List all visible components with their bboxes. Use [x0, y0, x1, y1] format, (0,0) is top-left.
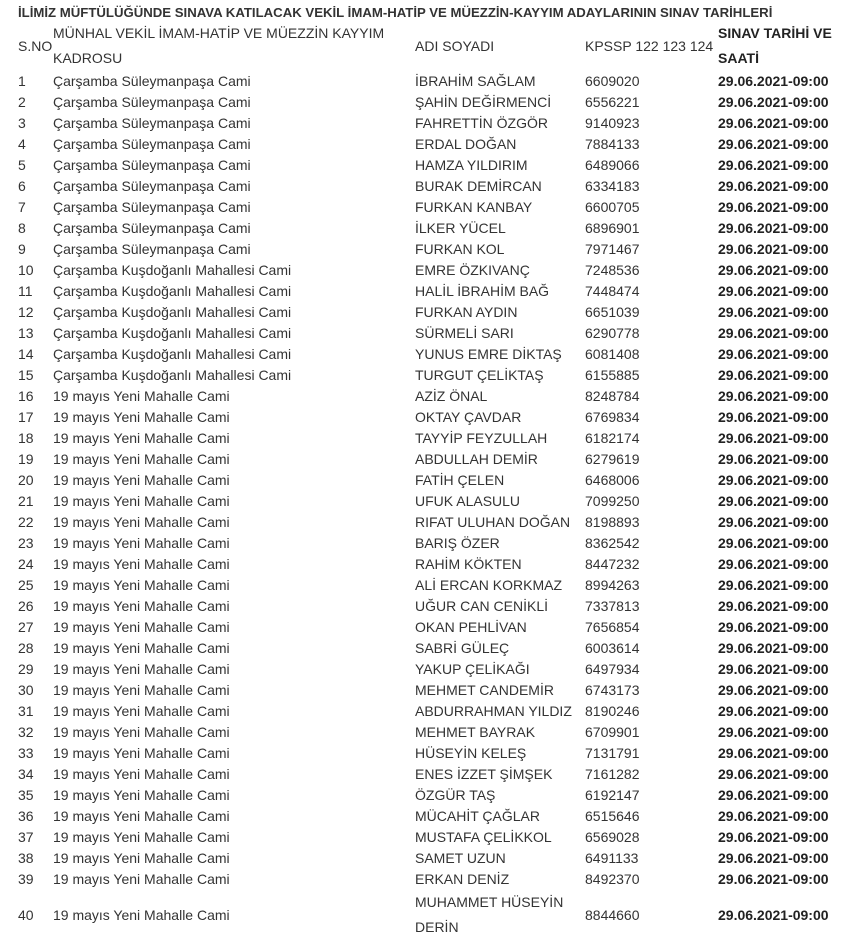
table-row [18, 638, 838, 659]
row-mosque: 19 mayıs Yeni Mahalle Cami [53, 640, 230, 656]
row-kpss: 6896901 [585, 220, 640, 236]
row-mosque: Çarşamba Süleymanpaşa Cami [53, 136, 251, 152]
row-mosque: 19 mayıs Yeni Mahalle Cami [53, 409, 230, 425]
row-mosque: 19 mayıs Yeni Mahalle Cami [53, 808, 230, 824]
row-kpss: 8492370 [585, 871, 640, 887]
row-kpss: 7884133 [585, 136, 640, 152]
row-number: 26 [18, 598, 34, 614]
row-exam-date: 29.06.2021-09:00 [718, 430, 829, 446]
row-exam-date: 29.06.2021-09:00 [718, 535, 829, 551]
row-kpss: 8190246 [585, 703, 640, 719]
row-kpss: 8844660 [585, 906, 640, 923]
row-exam-date: 29.06.2021-09:00 [718, 367, 829, 383]
table-row [18, 512, 838, 533]
row-mosque: Çarşamba Süleymanpaşa Cami [53, 199, 251, 215]
row-name: BARIŞ ÖZER [415, 535, 500, 551]
row-exam-date: 29.06.2021-09:00 [718, 262, 829, 278]
table-row [18, 155, 838, 176]
row-exam-date: 29.06.2021-09:00 [718, 703, 829, 719]
row-number: 27 [18, 619, 34, 635]
row-exam-date: 29.06.2021-09:00 [718, 94, 829, 110]
row-number: 30 [18, 682, 34, 698]
table-row [18, 533, 838, 554]
row-kpss: 6290778 [585, 325, 640, 341]
table-row [18, 575, 838, 596]
table-row [18, 827, 838, 848]
row-exam-date: 29.06.2021-09:00 [718, 157, 829, 173]
row-name: OKTAY ÇAVDAR [415, 409, 522, 425]
row-kpss: 6334183 [585, 178, 640, 194]
row-name: İLKER YÜCEL [415, 220, 506, 236]
row-kpss: 6651039 [585, 304, 640, 320]
row-name: FATİH ÇELEN [415, 472, 505, 488]
row-kpss: 6769834 [585, 409, 640, 425]
table-row [18, 743, 838, 764]
table-row [18, 176, 838, 197]
row-number: 3 [18, 115, 26, 131]
row-mosque: 19 mayıs Yeni Mahalle Cami [53, 703, 230, 719]
row-kpss: 8447232 [585, 556, 640, 572]
row-mosque: 19 mayıs Yeni Mahalle Cami [53, 472, 230, 488]
table-row [18, 239, 838, 260]
row-mosque: 19 mayıs Yeni Mahalle Cami [53, 493, 230, 509]
row-name: SABRİ GÜLEÇ [415, 640, 510, 656]
row-kpss: 6556221 [585, 94, 640, 110]
table-row [18, 281, 838, 302]
row-kpss: 7971467 [585, 241, 640, 257]
row-exam-date: 29.06.2021-09:00 [718, 766, 829, 782]
table-row [18, 92, 838, 113]
row-number: 1 [18, 73, 26, 89]
row-exam-date: 29.06.2021-09:00 [718, 682, 829, 698]
row-kpss: 6489066 [585, 157, 640, 173]
row-exam-date: 29.06.2021-09:00 [718, 325, 829, 341]
header-mosque: MÜNHAL VEKİL İMAM-HATİP VE MÜEZZİN KAYYIM KADROSU [53, 25, 385, 66]
row-number: 4 [18, 136, 26, 152]
row-kpss: 6709901 [585, 724, 640, 740]
row-name: ERKAN DENİZ [415, 871, 510, 887]
row-exam-date: 29.06.2021-09:00 [718, 346, 829, 362]
table-row [18, 407, 838, 428]
table-row [18, 659, 838, 680]
row-mosque: 19 mayıs Yeni Mahalle Cami [53, 535, 230, 551]
table-row [18, 848, 838, 869]
row-name: ENES İZZET ŞİMŞEK [415, 766, 553, 782]
row-mosque: 19 mayıs Yeni Mahalle Cami [53, 871, 230, 887]
row-exam-date: 29.06.2021-09:00 [718, 871, 829, 887]
table-row [18, 302, 838, 323]
row-number: 32 [18, 724, 34, 740]
table-row [18, 764, 838, 785]
row-kpss: 7656854 [585, 619, 640, 635]
row-kpss: 6491133 [585, 850, 639, 866]
row-name: MEHMET BAYRAK [415, 724, 536, 740]
header-exam-date: SINAV TARİHİ VE SAATİ [718, 25, 832, 66]
row-exam-date: 29.06.2021-09:00 [718, 850, 829, 866]
row-exam-date: 29.06.2021-09:00 [718, 808, 829, 824]
row-name: MUHAMMET HÜSEYİN DERİN [415, 894, 564, 935]
row-kpss: 9140923 [585, 115, 640, 131]
row-name: YUNUS EMRE DİKTAŞ [415, 346, 562, 362]
row-exam-date: 29.06.2021-09:00 [718, 283, 829, 299]
row-mosque: 19 mayıs Yeni Mahalle Cami [53, 850, 230, 866]
row-mosque: 19 mayıs Yeni Mahalle Cami [53, 430, 230, 446]
table-row [18, 680, 838, 701]
row-name: YAKUP ÇELİKAĞI [415, 661, 530, 677]
row-number: 35 [18, 787, 34, 803]
table-row [18, 617, 838, 638]
row-number: 12 [18, 304, 34, 320]
row-name: TURGUT ÇELİKTAŞ [415, 367, 544, 383]
row-number: 10 [18, 262, 34, 278]
row-kpss: 8248784 [585, 388, 640, 404]
row-kpss: 8362542 [585, 535, 640, 551]
row-mosque: Çarşamba Süleymanpaşa Cami [53, 178, 251, 194]
table-row [18, 806, 838, 827]
table-row [18, 365, 838, 386]
row-number: 38 [18, 850, 34, 866]
row-kpss: 6081408 [585, 346, 640, 362]
row-mosque: 19 mayıs Yeni Mahalle Cami [53, 556, 230, 572]
row-number: 39 [18, 871, 34, 887]
page-title: İLİMİZ MÜFTÜLÜĞÜNDE SINAVA KATILACAK VEKİL İMAM-HATİP VE MÜEZZİN-KAYYIM ADAYLARININ SINAV TARİHLERİ [18, 5, 773, 20]
table-row [18, 701, 838, 722]
row-number: 13 [18, 325, 34, 341]
row-exam-date: 29.06.2021-09:00 [718, 598, 829, 614]
row-kpss: 8198893 [585, 514, 640, 530]
row-kpss: 6497934 [585, 661, 640, 677]
row-mosque: Çarşamba Kuşdoğanlı Mahallesi Cami [53, 304, 292, 320]
row-number: 40 [18, 906, 34, 923]
header-kpss: KPSSP 122 123 124 [585, 37, 714, 54]
row-exam-date: 29.06.2021-09:00 [718, 472, 829, 488]
row-mosque: 19 mayıs Yeni Mahalle Cami [53, 906, 230, 923]
table-row [18, 491, 838, 512]
table-row [18, 386, 838, 407]
row-kpss: 6743173 [585, 682, 640, 698]
row-mosque: 19 mayıs Yeni Mahalle Cami [53, 682, 230, 698]
row-number: 16 [18, 388, 34, 404]
table-body [18, 71, 838, 940]
row-name: OKAN PEHLİVAN [415, 619, 527, 635]
table-row [18, 197, 838, 218]
row-mosque: Çarşamba Kuşdoğanlı Mahallesi Cami [53, 283, 292, 299]
row-mosque: 19 mayıs Yeni Mahalle Cami [53, 661, 230, 677]
row-number: 9 [18, 241, 26, 257]
table-row [18, 344, 838, 365]
row-name: RAHİM KÖKTEN [415, 556, 522, 572]
table-row [18, 71, 838, 92]
row-kpss: 7161282 [585, 766, 640, 782]
row-kpss: 7448474 [585, 283, 640, 299]
row-number: 18 [18, 430, 34, 446]
row-name: RIFAT ULUHAN DOĞAN [415, 514, 571, 530]
row-name: ŞAHİN DEĞİRMENCİ [415, 94, 552, 110]
header-name: ADI SOYADI [415, 37, 495, 54]
row-exam-date: 29.06.2021-09:00 [718, 787, 829, 803]
row-kpss: 6192147 [585, 787, 640, 803]
row-mosque: 19 mayıs Yeni Mahalle Cami [53, 451, 230, 467]
row-exam-date: 29.06.2021-09:00 [718, 724, 829, 740]
table-header-row [18, 21, 838, 71]
row-name: TAYYİP FEYZULLAH [415, 430, 548, 446]
row-exam-date: 29.06.2021-09:00 [718, 199, 829, 215]
row-mosque: 19 mayıs Yeni Mahalle Cami [53, 724, 230, 740]
row-mosque: Çarşamba Süleymanpaşa Cami [53, 73, 251, 89]
row-mosque: 19 mayıs Yeni Mahalle Cami [53, 619, 230, 635]
table-row [18, 428, 838, 449]
row-number: 23 [18, 535, 34, 551]
row-mosque: Çarşamba Kuşdoğanlı Mahallesi Cami [53, 346, 292, 362]
row-name: ÖZGÜR TAŞ [415, 787, 496, 803]
row-number: 15 [18, 367, 34, 383]
row-mosque: 19 mayıs Yeni Mahalle Cami [53, 829, 230, 845]
row-mosque: Çarşamba Kuşdoğanlı Mahallesi Cami [53, 325, 292, 341]
row-exam-date: 29.06.2021-09:00 [718, 220, 829, 236]
row-exam-date: 29.06.2021-09:00 [718, 906, 829, 923]
row-exam-date: 29.06.2021-09:00 [718, 115, 829, 131]
row-mosque: Çarşamba Kuşdoğanlı Mahallesi Cami [53, 262, 292, 278]
row-number: 5 [18, 157, 26, 173]
table-row [18, 218, 838, 239]
header-sno: S.NO [18, 37, 53, 54]
row-exam-date: 29.06.2021-09:00 [718, 745, 829, 761]
row-name: EMRE ÖZKIVANÇ [415, 262, 530, 278]
row-name: UFUK ALASULU [415, 493, 521, 509]
table-row [18, 869, 838, 890]
row-number: 36 [18, 808, 34, 824]
row-number: 29 [18, 661, 34, 677]
row-exam-date: 29.06.2021-09:00 [718, 640, 829, 656]
row-number: 24 [18, 556, 34, 572]
row-kpss: 6600705 [585, 199, 640, 215]
row-mosque: Çarşamba Süleymanpaşa Cami [53, 241, 251, 257]
row-number: 11 [18, 283, 33, 299]
row-number: 17 [18, 409, 34, 425]
row-exam-date: 29.06.2021-09:00 [718, 661, 829, 677]
row-name: MEHMET CANDEMİR [415, 682, 554, 698]
row-mosque: 19 mayıs Yeni Mahalle Cami [53, 388, 230, 404]
row-name: BURAK DEMİRCAN [415, 178, 542, 194]
row-exam-date: 29.06.2021-09:00 [718, 451, 829, 467]
row-kpss: 6515646 [585, 808, 640, 824]
row-exam-date: 29.06.2021-09:00 [718, 241, 829, 257]
row-kpss: 6569028 [585, 829, 640, 845]
row-number: 25 [18, 577, 34, 593]
row-kpss: 6182174 [585, 430, 640, 446]
row-exam-date: 29.06.2021-09:00 [718, 829, 829, 845]
row-mosque: Çarşamba Süleymanpaşa Cami [53, 94, 251, 110]
row-number: 37 [18, 829, 34, 845]
row-exam-date: 29.06.2021-09:00 [718, 409, 829, 425]
row-mosque: Çarşamba Süleymanpaşa Cami [53, 115, 251, 131]
row-name: İBRAHİM SAĞLAM [415, 73, 536, 89]
row-number: 2 [18, 94, 26, 110]
row-mosque: Çarşamba Süleymanpaşa Cami [53, 220, 251, 236]
row-exam-date: 29.06.2021-09:00 [718, 304, 829, 320]
row-exam-date: 29.06.2021-09:00 [718, 73, 829, 89]
row-name: HÜSEYİN KELEŞ [415, 745, 527, 761]
row-mosque: 19 mayıs Yeni Mahalle Cami [53, 598, 230, 614]
table-row [18, 470, 838, 491]
exam-schedule-table [18, 21, 838, 940]
row-number: 34 [18, 766, 34, 782]
row-kpss: 6003614 [585, 640, 640, 656]
row-number: 28 [18, 640, 34, 656]
row-number: 20 [18, 472, 34, 488]
row-exam-date: 29.06.2021-09:00 [718, 136, 829, 152]
row-kpss: 7131791 [585, 745, 640, 761]
row-kpss: 6609020 [585, 73, 640, 89]
row-kpss: 7248536 [585, 262, 640, 278]
row-exam-date: 29.06.2021-09:00 [718, 178, 829, 194]
row-name: MUSTAFA ÇELİKKOL [415, 829, 552, 845]
row-mosque: 19 mayıs Yeni Mahalle Cami [53, 766, 230, 782]
row-number: 22 [18, 514, 34, 530]
table-row [18, 785, 838, 806]
row-exam-date: 29.06.2021-09:00 [718, 556, 829, 572]
row-name: ABDURRAHMAN YILDIZ [415, 703, 572, 719]
row-name: SAMET UZUN [415, 850, 506, 866]
row-exam-date: 29.06.2021-09:00 [718, 514, 829, 530]
row-name: MÜCAHİT ÇAĞLAR [415, 808, 540, 824]
row-name: FURKAN AYDIN [415, 304, 518, 320]
row-number: 8 [18, 220, 26, 236]
row-name: HAMZA YILDIRIM [415, 157, 528, 173]
table-row [18, 113, 838, 134]
row-mosque: 19 mayıs Yeni Mahalle Cami [53, 514, 230, 530]
row-number: 6 [18, 178, 26, 194]
row-name: FAHRETTİN ÖZGÖR [415, 115, 548, 131]
table-row [18, 722, 838, 743]
table-row [18, 260, 838, 281]
row-mosque: Çarşamba Kuşdoğanlı Mahallesi Cami [53, 367, 292, 383]
row-name: UĞUR CAN CENİKLİ [415, 598, 549, 614]
row-exam-date: 29.06.2021-09:00 [718, 619, 829, 635]
row-kpss: 6468006 [585, 472, 640, 488]
row-name: FURKAN KOL [415, 241, 505, 257]
row-mosque: 19 mayıs Yeni Mahalle Cami [53, 787, 230, 803]
row-exam-date: 29.06.2021-09:00 [718, 493, 829, 509]
table-row [18, 323, 838, 344]
row-number: 14 [18, 346, 34, 362]
row-kpss: 8994263 [585, 577, 640, 593]
row-exam-date: 29.06.2021-09:00 [718, 388, 829, 404]
row-number: 19 [18, 451, 34, 467]
row-kpss: 6279619 [585, 451, 640, 467]
row-number: 31 [18, 703, 34, 719]
row-mosque: 19 mayıs Yeni Mahalle Cami [53, 745, 230, 761]
row-kpss: 7099250 [585, 493, 640, 509]
row-number: 21 [18, 493, 34, 509]
row-kpss: 7337813 [585, 598, 640, 614]
row-mosque: 19 mayıs Yeni Mahalle Cami [53, 577, 230, 593]
row-name: HALİL İBRAHİM BAĞ [415, 283, 550, 299]
row-name: ALİ ERCAN KORKMAZ [415, 577, 563, 593]
table-row [18, 134, 838, 155]
row-number: 7 [18, 199, 26, 215]
table-row [18, 596, 838, 617]
table-row [18, 554, 838, 575]
row-exam-date: 29.06.2021-09:00 [718, 577, 829, 593]
row-mosque: Çarşamba Süleymanpaşa Cami [53, 157, 251, 173]
row-name: ABDULLAH DEMİR [415, 451, 538, 467]
row-name: FURKAN KANBAY [415, 199, 533, 215]
row-name: SÜRMELİ SARI [415, 325, 514, 341]
row-kpss: 6155885 [585, 367, 640, 383]
table-row [18, 449, 838, 470]
table-row [18, 890, 838, 940]
row-number: 33 [18, 745, 34, 761]
row-name: AZİZ ÖNAL [415, 388, 488, 404]
row-name: ERDAL DOĞAN [415, 136, 517, 152]
